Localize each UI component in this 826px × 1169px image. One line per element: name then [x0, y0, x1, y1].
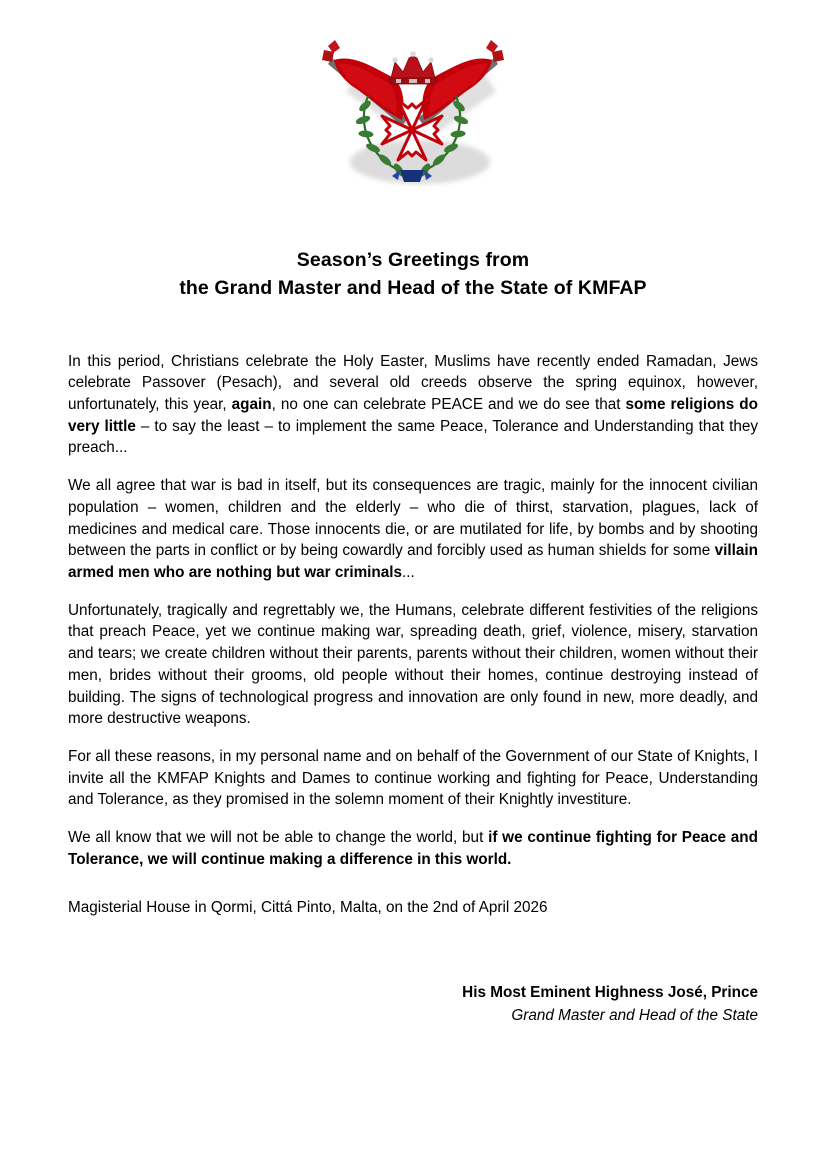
paragraph-4: For all these reasons, in my personal name and on behalf of the Government of our State of Knights, I invite all the KMFAP Knights and Dames to continue working and fighting for Peace, Understanding and Tolerance, as they promised in the solemn moment of their Knightly investiture.	[68, 748, 758, 809]
paragraph-3: Unfortunately, tragically and regrettably we, the Humans, celebrate different festivities of the religions that preach Peace, yet we continue making war, spreading death, grief, violence, misery, starvation and tears; we create children without their parents, parents without their children, women without their men, brides without their grooms, old people without their homes, continue destroying instead of building. The signs of technological progress and innovation are only found in new, more deadly, and more destructive weapons.	[68, 601, 758, 728]
paragraph-5: We all know that we will not be able to change the world, but if we continue fighting for Peace and Tolerance, we will continue making a difference in this world.	[68, 829, 758, 868]
kmfap-coat-of-arms-icon	[298, 34, 528, 194]
signature-role: Grand Master and Head of the State	[511, 1007, 758, 1025]
letter-body	[68, 303, 758, 919]
paragraph-2: We all agree that war is bad in itself, but its consequences are tragic, mainly for the innocent civilian population – women, children and the elderly – who die of thirst, starvation, plagues, lack of medicines and medical care. Those innocents die, or are mutilated for life, by bombs and by shooting between the parts in conflict or by being cowardly and forcibly used as human shields for some villain armed men who are nothing but war criminals...	[68, 477, 758, 581]
title-line-2: the Grand Master and Head of the State of KMFAP	[179, 277, 647, 300]
emblem-container	[0, 0, 826, 194]
title-line-1: Season’s Greetings from	[296, 249, 530, 271]
signature-block	[68, 918, 758, 1028]
document-title	[0, 246, 826, 303]
place-and-date: Magisterial House in Qormi, Cittá Pinto, Malta, on the 2nd of April 2026	[68, 898, 548, 916]
signature-name: His Most Eminent Highness José, Prince	[462, 984, 758, 1002]
paragraph-1: In this period, Christians celebrate the Holy Easter, Muslims have recently ended Ramadan, Jews celebrate Passover (Pesach), and several old creeds observe the spring equinox, however, unfortunately, this year, again, no one can celebrate PEACE and we do see that some religions do very little – to say the least – to implement the same Peace, Tolerance and Understanding that they preach...	[68, 352, 759, 457]
